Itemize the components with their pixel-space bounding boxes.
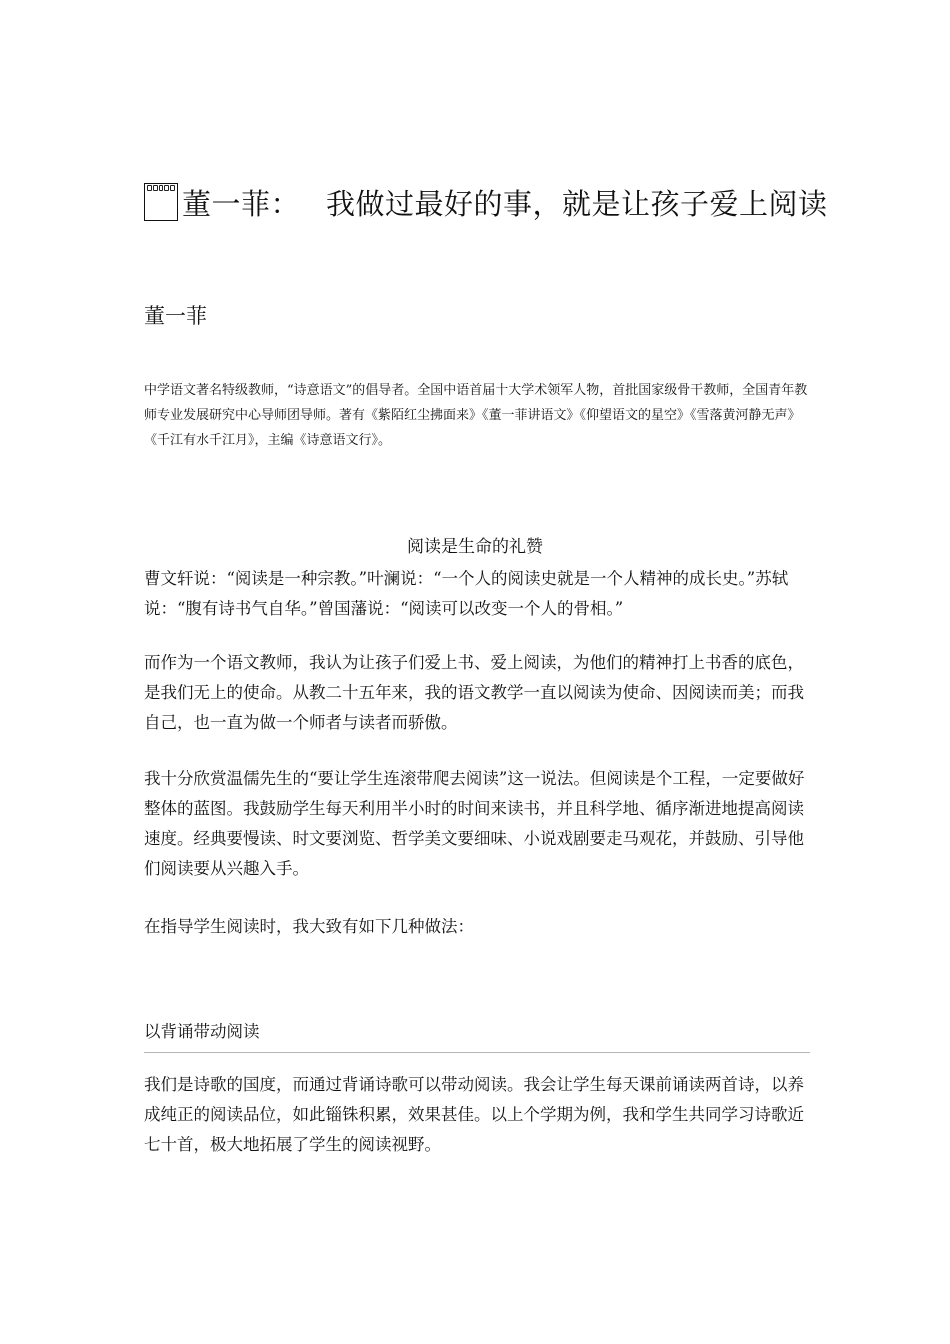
title-text: [182, 182, 828, 223]
section-heading: 阅读是生命的礼赞: [407, 537, 543, 557]
paragraph-mission: 而作为一个语文教师，我认为让孩子们爱上书、爱上阅读，为他们的精神打上书香的底色，是我们无上的使命。从教二十五年来，我的语文教学一直以阅读为使命、因阅读而美；而我自己，也一直为做一个师者与读者而骄傲。: [144, 653, 804, 732]
paragraph-recitation: 我们是诗歌的国度，而通过背诵诗歌可以带动阅读。我会让学生每天课前诵读两首诗，以养成纯正的阅读品位，如此锱铢积累，效果甚佳。以上个学期为例，我和学生共同学习诗歌近七十首，极大地拓展了学生的阅读视野。: [144, 1075, 804, 1154]
title-name: 董一菲：: [182, 186, 301, 221]
paragraph-plan: 我十分欣赏温儒先生的“要让学生连滚带爬去阅读”这一说法。但阅读是个工程，一定要做好整体的蓝图。我鼓励学生每天利用半小时的时间来读书，并且科学地、循序渐进地提高阅读速度。经典要慢读、时文要浏览、哲学美文要细味、小说戏剧要走马观花，并鼓励、引导他们阅读要从兴趣入手。: [144, 769, 805, 878]
paragraph-methods-intro: 在指导学生阅读时，我大致有如下几种做法：: [144, 917, 474, 936]
author-name: 董一菲: [144, 304, 207, 328]
paragraph-quotes: 曹文轩说：“阅读是一种宗教。”叶澜说：“一个人的阅读史就是一个人精神的成长史。”苏轼说：“腹有诗书气自华。”曾国藩说：“阅读可以改变一个人的骨相。”: [144, 569, 789, 618]
title-main: 我做过最好的事，就是让孩子爱上阅读: [326, 186, 828, 221]
image-placeholder-glyphs: [147, 185, 175, 191]
broken-image-icon: [144, 183, 178, 221]
author-bio: 中学语文著名特级教师，“诗意语文”的倡导者。全国中语首届十大学术领军人物，首批国家级骨干教师，全国青年教师专业发展研究中心导师团导师。著有《紫陌红尘拂面来》《董一菲讲语文》《仰望语文的星空》《雪落黄河静无声》《千江有水千江月》，主编《诗意语文行》。: [144, 383, 808, 448]
section-divider: [144, 1052, 810, 1053]
sub-heading: 以背诵带动阅读: [144, 1022, 260, 1041]
article-title: [144, 180, 828, 224]
